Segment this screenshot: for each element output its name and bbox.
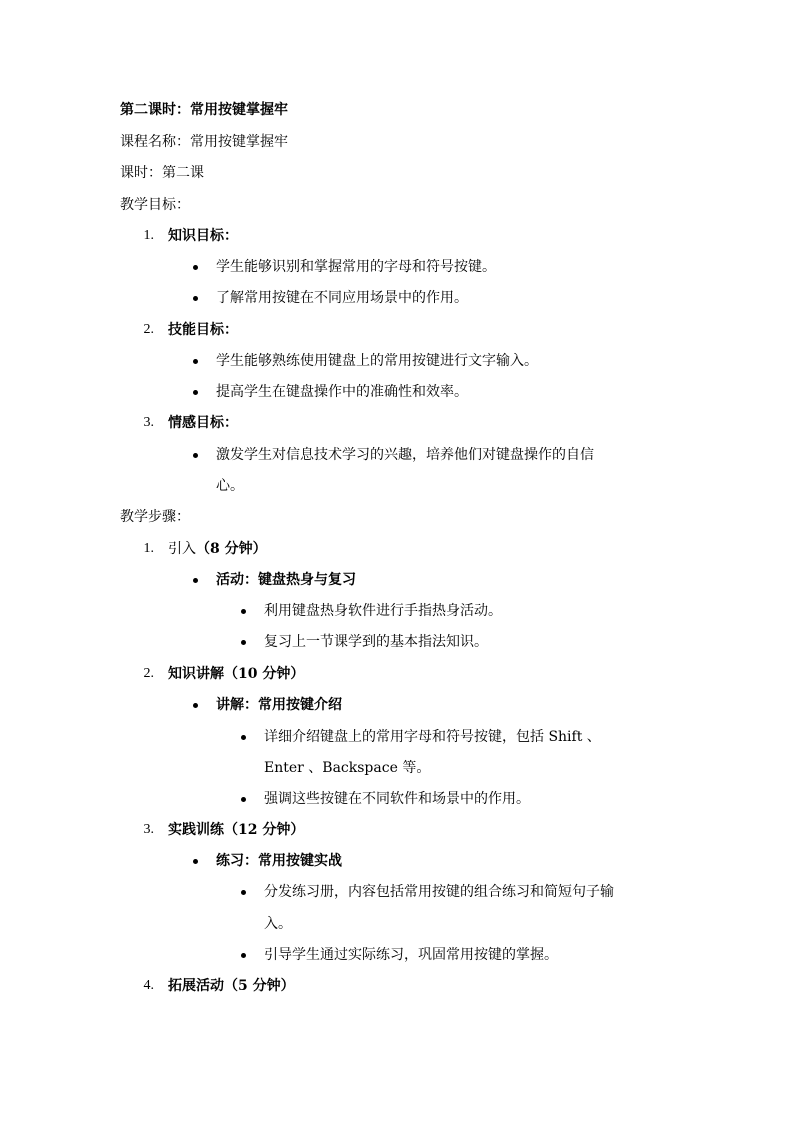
step-title	[168, 539, 267, 559]
objective-title: 技能目标：	[168, 322, 238, 338]
bullet-icon	[193, 453, 198, 458]
bullet-icon	[193, 359, 198, 364]
step-title-prefix: 引入	[168, 541, 196, 557]
step-title: 拓展活动（5 分钟）	[168, 978, 295, 994]
lesson-heading-text: 第二课时：常用按键掌握牢	[120, 102, 288, 118]
list-item-text: 分发练习册，内容包括常用按键的组合练习和简短句子输	[264, 884, 614, 900]
step-title: 实践训练（12 分钟）	[168, 822, 305, 838]
activity-title: 练习：常用按键实战	[216, 853, 342, 869]
list-number: 3.	[143, 822, 154, 837]
list-item-text: 心。	[216, 478, 244, 494]
step-title-duration: （8 分钟）	[196, 541, 267, 557]
list-item-text: 学生能够熟练使用键盘上的常用按键进行文字输入。	[216, 353, 538, 369]
bullet-icon	[193, 265, 198, 270]
course-name: 课程名称：常用按键掌握牢	[120, 134, 288, 150]
bullet-icon	[193, 296, 198, 301]
bullet-icon	[241, 890, 246, 895]
objectives-label: 教学目标：	[120, 197, 190, 213]
bullet-icon	[193, 859, 198, 864]
objective-title: 情感目标：	[168, 415, 238, 431]
objective-title: 知识目标：	[168, 228, 238, 244]
list-number: 1.	[143, 228, 154, 243]
list-item-text: 复习上一节课学到的基本指法知识。	[264, 634, 488, 650]
list-item-text: 激发学生对信息技术学习的兴趣，培养他们对键盘操作的自信	[216, 447, 594, 463]
list-number: 2.	[143, 666, 154, 681]
steps-label: 教学步骤：	[120, 509, 190, 525]
bullet-icon	[241, 735, 246, 740]
bullet-icon	[193, 703, 198, 708]
list-number: 3.	[143, 415, 154, 430]
list-item-text: 入。	[264, 916, 292, 932]
list-item-text: 引导学生通过实际练习，巩固常用按键的掌握。	[264, 947, 558, 963]
list-number: 4.	[143, 978, 154, 993]
step-title: 知识讲解（10 分钟）	[168, 666, 305, 682]
list-item-text: 利用键盘热身软件进行手指热身活动。	[264, 603, 502, 619]
list-number: 1.	[143, 541, 154, 556]
bullet-icon	[241, 953, 246, 958]
list-item-text: 了解常用按键在不同应用场景中的作用。	[216, 290, 468, 306]
bullet-icon	[241, 609, 246, 614]
bullet-icon	[193, 390, 198, 395]
list-number: 2.	[143, 322, 154, 337]
lesson-label: 课时：第二课	[120, 165, 204, 181]
list-item-text: 学生能够识别和掌握常用的字母和符号按键。	[216, 259, 496, 275]
list-item-text: Enter 、Backspace 等。	[264, 760, 431, 776]
bullet-icon	[241, 797, 246, 802]
list-item-text: 提高学生在键盘操作中的准确性和效率。	[216, 384, 468, 400]
activity-title: 讲解：常用按键介绍	[216, 697, 342, 713]
activity-title: 活动：键盘热身与复习	[216, 572, 356, 588]
list-item-text: 详细介绍键盘上的常用字母和符号按键，包括 Shift 、	[264, 729, 601, 745]
list-item-text: 强调这些按键在不同软件和场景中的作用。	[264, 791, 530, 807]
bullet-icon	[193, 578, 198, 583]
bullet-icon	[241, 640, 246, 645]
